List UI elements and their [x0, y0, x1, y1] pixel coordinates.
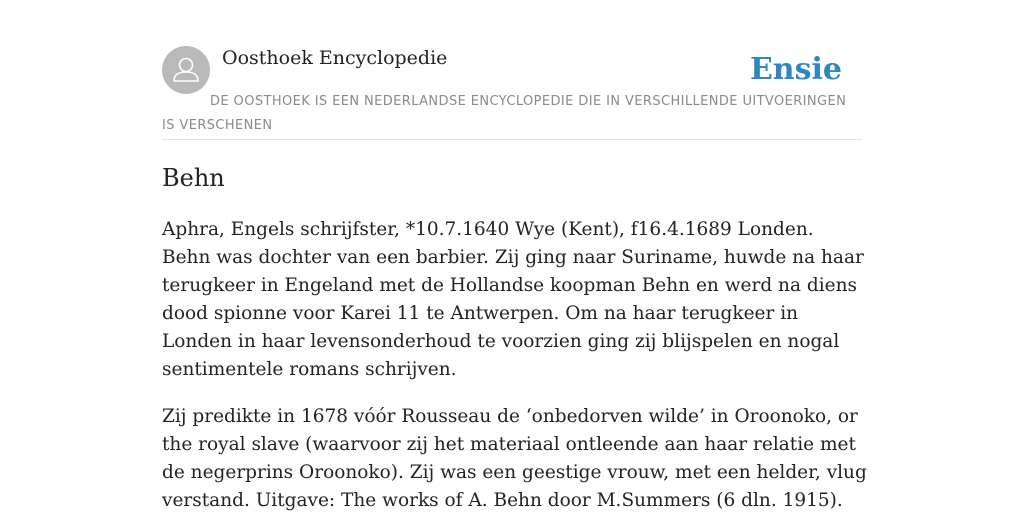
source-tagline: DE OOSTHOEK IS EEN NEDERLANDSE ENCYCLOPEDIE DIE IN VERSCHILLENDE UITVOERINGEN IS VERSCHENEN [162, 94, 847, 133]
article-title: Behn [162, 164, 225, 192]
brand-logo-link[interactable]: Ensie [749, 52, 842, 87]
article-paragraph: Zij predikte in 1678 vóór Rousseau de ‘onbedorven wilde’ in Oroonoko, or the royal slave (waarvoor zij het materiaal ontleende aan haar relatie met de negerprins Oroonoko). Zij was een geestige vrouw, met een helder, vlug verstand. Uitgave: The works of A. Behn door M.Summers (6 dln. 1915). [162, 406, 867, 511]
user-icon [162, 46, 210, 94]
source-header [162, 46, 862, 140]
source-avatar[interactable] [162, 46, 210, 94]
source-title-link[interactable]: Oosthoek Encyclopedie [222, 47, 448, 69]
article-paragraph: Aphra, Engels schrijfster, *10.7.1640 Wye (Kent), f16.4.1689 Londen. Behn was dochter van een barbier. Zij ging naar Suriname, huwde na haar terugkeer in Engeland met de Hollandse koopman Behn en werd na diens dood spionne voor Karei 11 te Antwerpen. Om na haar terugkeer in Londen in haar levensonderhoud te voorzien ging zij blijspelen en nogal sentimentele romans schrijven. [162, 219, 864, 380]
article [162, 162, 867, 512]
